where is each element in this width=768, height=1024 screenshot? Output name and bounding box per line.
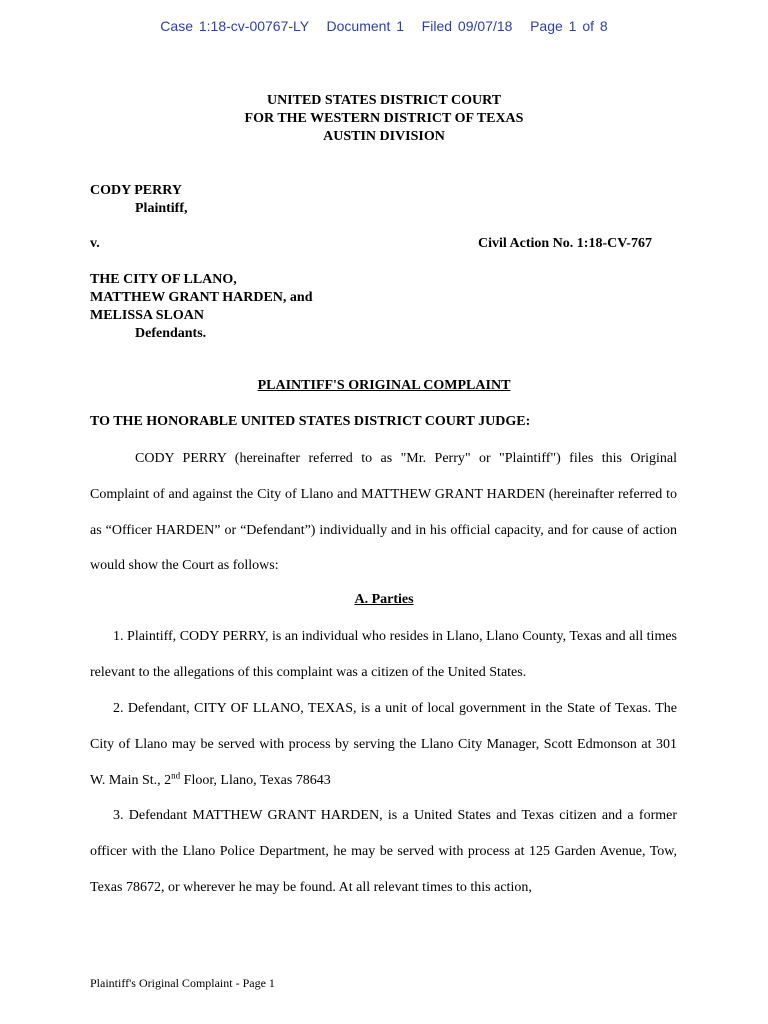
plaintiff-name: CODY PERRY [90, 183, 182, 198]
court-district-line: FOR THE WESTERN DISTRICT OF TEXAS [244, 111, 524, 126]
document-title: PLAINTIFF'S ORIGINAL COMPLAINT [257, 378, 511, 393]
defendants-block [90, 271, 312, 343]
plaintiff-block [90, 182, 188, 218]
paragraph-2-text-end: Floor, Llano, Texas 78643 [180, 772, 331, 788]
defendant-line: THE CITY OF LLANO, [90, 272, 237, 287]
court-heading [0, 92, 768, 146]
page-footer: Plaintiff's Original Complaint - Page 1 [90, 976, 275, 990]
paragraph-3: 3. Defendant MATTHEW GRANT HARDEN, is a United States and Texas citizen and a former officer with the Llano Police Department, he may be served with process at 125 Garden Avenue, Tow, Texas 78672, or wherever he may be found. At all relevant times to this action, [90, 808, 677, 895]
filing-stamp: Case 1:18-cv-00767-LY Document 1 Filed 09/07/18 Page 1 of 8 [160, 18, 608, 34]
defendant-line: MATTHEW GRANT HARDEN, and [90, 290, 313, 305]
court-division-line: AUSTIN DIVISION [323, 129, 445, 144]
versus-label: v. [90, 236, 100, 251]
plaintiff-role: Plaintiff, [135, 201, 188, 216]
paragraph-2 [90, 691, 677, 798]
paragraph-1: 1. Plaintiff, CODY PERRY, is an individual who resides in Llano, Llano County, Texas and all times relevant to the allegations of this complaint was a citizen of the United States. [90, 629, 677, 680]
defendant-line: MELISSA SLOAN [90, 308, 204, 323]
salutation: TO THE HONORABLE UNITED STATES DISTRICT COURT JUDGE: [90, 414, 531, 429]
paragraph-2-text: 2. Defendant, CITY OF LLANO, TEXAS, is a unit of local government in the State of Texas. The City of Llano may be served with process by serving the Llano City Manager, Scott Edmonson at 301 W. Main St., 2 [90, 701, 677, 788]
section-heading: A. Parties [354, 592, 414, 607]
intro-paragraph: CODY PERRY (hereinafter referred to as "Mr. Perry" or "Plaintiff") files this Original Complaint of and against the City of Llano and MATTHEW GRANT HARDEN (hereinafter referred to as “Officer HARDEN” or “Defendant”) individually and in his official capacity, and for cause of action would show the Court as follows: [90, 451, 677, 574]
civil-action-number: Civil Action No. 1:18-CV-767 [478, 236, 652, 251]
ordinal-superscript: nd [171, 769, 181, 780]
defendant-role: Defendants. [135, 326, 207, 341]
court-name-line: UNITED STATES DISTRICT COURT [266, 93, 502, 108]
